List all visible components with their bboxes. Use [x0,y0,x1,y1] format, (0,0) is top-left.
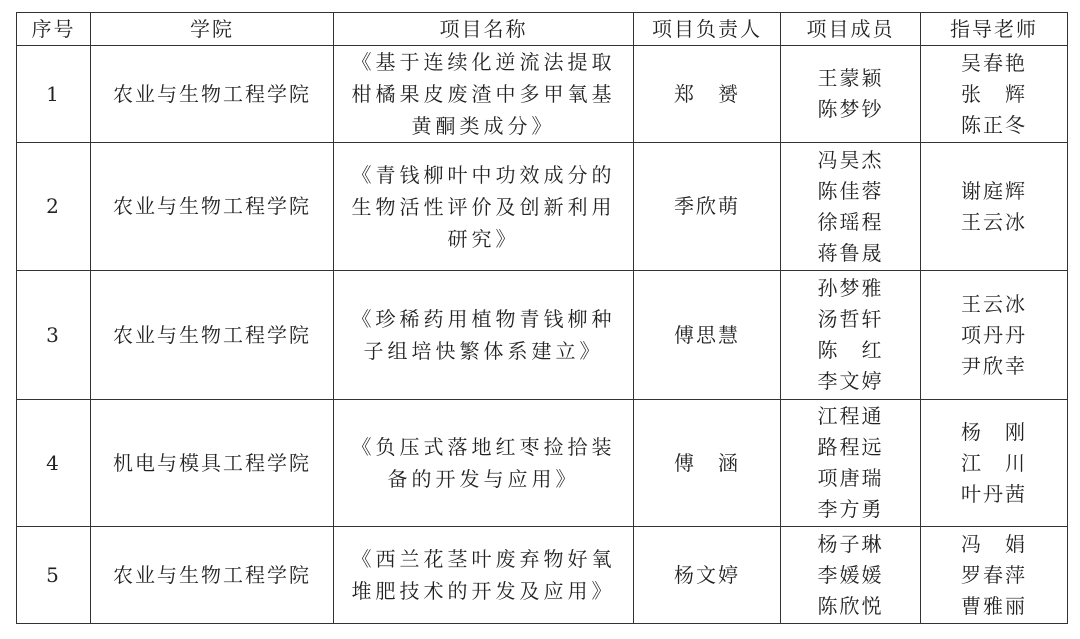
advisors-cell [921,271,1068,400]
row-index: 4 [17,400,91,527]
project-title-line: 《基于连续化逆流法提取 [351,50,616,74]
member-name: 陈佳蓉 [817,178,884,203]
project-leader-cell: 杨文婷 [634,527,781,624]
advisor-name: 江 川 [961,450,1027,475]
project-leader-cell: 季欣萌 [634,143,781,271]
project-members-cell [781,400,921,527]
advisor-name: 项丹丹 [961,322,1027,347]
college-cell: 农业与生物工程学院 [91,46,334,143]
advisor-name: 吴春艳 [961,50,1027,75]
table-body [17,46,1068,624]
member-name: 孙梦雅 [817,276,884,300]
header-row [17,13,1068,46]
advisor-name: 叶丹茜 [961,481,1027,506]
table-row [17,143,1068,271]
project-title-line: 《负压式落地红枣捡拾装 [351,435,616,459]
advisor-name: 罗春萍 [961,562,1027,587]
row-index: 1 [17,46,91,143]
table-row [17,46,1068,143]
advisors-cell [921,400,1068,527]
college-cell: 农业与生物工程学院 [91,143,334,271]
table-row [17,271,1068,400]
member-name: 李方勇 [817,497,884,521]
member-name: 陈欣悦 [817,593,884,618]
project-title-cell [334,527,634,624]
member-name: 蒋鲁晟 [817,240,884,265]
project-title-cell [334,143,634,271]
college-cell: 机电与模具工程学院 [91,400,334,527]
member-name: 冯昊杰 [817,147,884,172]
project-title-cell [334,271,634,400]
header-college: 学院 [91,13,334,46]
member-name: 徐瑶程 [817,209,884,234]
row-index: 5 [17,527,91,624]
row-index: 2 [17,143,91,271]
member-name: 项唐瑞 [817,466,884,490]
project-title-line: 研究》 [447,226,520,251]
project-title-line: 《青钱柳叶中功效成分的 [351,162,616,187]
project-leader-cell: 傅思慧 [634,271,781,400]
project-table [16,12,1068,624]
advisor-name: 杨 刚 [961,419,1027,444]
table-row [17,527,1068,624]
advisor-name: 王云冰 [961,209,1027,234]
header-project-members: 项目成员 [781,13,921,46]
project-title-line: 《珍稀药用植物青钱柳种 [351,307,616,331]
advisor-name: 张 辉 [961,81,1027,106]
member-name: 路程远 [817,435,884,459]
project-title-line: 生物活性评价及创新利用 [351,194,616,219]
advisors-cell [921,46,1068,143]
project-title-line: 《西兰花茎叶废弃物好氧 [351,547,616,571]
project-title-line: 黄酮类成分》 [411,114,556,138]
member-name: 陈梦钞 [817,97,884,121]
member-name: 李文婷 [817,369,884,393]
row-index: 3 [17,271,91,400]
advisor-name: 冯 娟 [961,531,1027,556]
header-project-leader: 项目负责人 [634,13,781,46]
college-cell: 农业与生物工程学院 [91,271,334,400]
project-leader-cell: 傅 涵 [634,400,781,527]
college-cell: 农业与生物工程学院 [91,527,334,624]
advisor-name: 谢庭辉 [961,178,1027,203]
advisor-name: 曹雅丽 [961,593,1027,618]
project-members-cell [781,143,921,271]
member-name: 王蒙颖 [817,66,884,90]
project-title-line: 备的开发与应用》 [387,467,580,491]
member-name: 汤哲轩 [817,307,884,331]
advisor-name: 王云冰 [961,291,1027,316]
project-title-cell [334,400,634,527]
advisor-name: 尹欣幸 [961,353,1027,378]
header-project-title: 项目名称 [334,13,634,46]
project-members-cell [781,271,921,400]
project-members-cell [781,46,921,143]
header-index: 序号 [17,13,91,46]
advisors-cell [921,527,1068,624]
member-name: 江程通 [817,404,884,428]
member-name: 陈 红 [817,338,884,362]
project-members-cell [781,527,921,624]
member-name: 李媛媛 [817,562,884,587]
project-title-line: 子组培快繁体系建立》 [363,339,604,363]
member-name: 杨子琳 [817,531,884,556]
project-leader-cell: 郑 赟 [634,46,781,143]
project-title-line: 堆肥技术的开发及应用》 [351,579,616,603]
project-title-line: 柑橘果皮废渣中多甲氧基 [351,82,616,106]
table-row [17,400,1068,527]
advisors-cell [921,143,1068,271]
project-title-cell [334,46,634,143]
advisor-name: 陈正冬 [961,112,1027,137]
header-advisors: 指导老师 [921,13,1068,46]
